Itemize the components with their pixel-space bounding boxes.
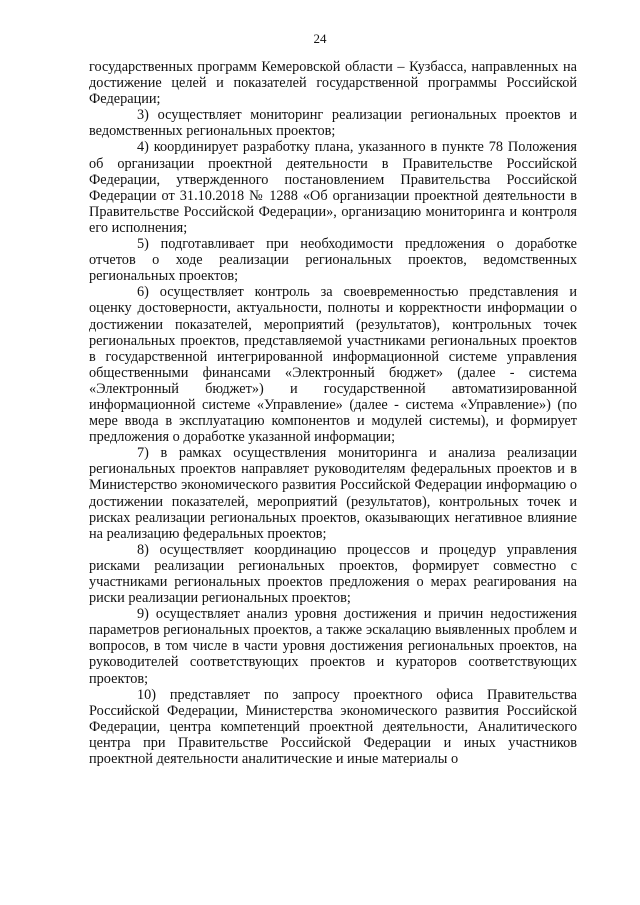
- paragraph-item-3: 3) осуществляет мониторинг реализации региональных проектов и ведомственных региональных проектов;: [89, 107, 577, 140]
- document-body: [89, 59, 577, 767]
- paragraph-item-4: 4) координирует разработку плана, указанного в пункте 78 Положения об организации проектной деятельности в Правительстве Российской Федерации, утвержденного постановлением Правительства Российской Федерации от 31.10.2018 № 1288 «Об организации проектной деятельности в Правительстве Российской Федерации», организацию мониторинга и контроля его исполнения;: [89, 139, 577, 236]
- paragraph-item-5: 5) подготавливает при необходимости предложения о доработке отчетов о ходе реализации региональных проектов, ведомственных региональных проектов;: [89, 236, 577, 285]
- paragraph-item-8: 8) осуществляет координацию процессов и процедур управления рисками реализации региональных проектов, формирует совместно с участниками региональных проектов предложения о мерах реагирования на риски реализации региональных проектов;: [89, 541, 577, 607]
- paragraph-continuation: государственных программ Кемеровской области – Кузбасса, направленных на достижение целей и показателей государственной программы Российской Федерации;: [89, 59, 577, 108]
- paragraph-item-10: 10) представляет по запросу проектного офиса Правительства Российской Федерации, Министерства экономического развития Российской Федерации, центра компетенций проектной деятельности, Аналитического центра при Правительстве Российской Федерации и иных участников проектной деятельности аналитические и иные материалы о: [89, 686, 577, 768]
- paragraph-item-7: 7) в рамках осуществления мониторинга и анализа реализации региональных проектов направляет руководителям федеральных проектов и в Министерство экономического развития Российской Федерации информацию о достижении показателей, мероприятий (результатов), контрольных точек и рисках реализации региональных проектов, оказывающих негативное влияние на реализацию федеральных проектов;: [89, 445, 577, 542]
- page-number: 24: [313, 31, 327, 46]
- paragraph-item-6: 6) осуществляет контроль за своевременностью представления и оценку достоверности, актуальности, полноты и корректности информации о достижении показателей, мероприятий (результатов), контрольных точек региональных проектов, представляемой участниками региональных проектов в государственной интегрированной информационной системе управления общественными финансами «Электронный бюджет» (далее - система «Электронный бюджет») и государственной автоматизированной информационной системе «Управление» (далее - система «Управление») (по мере ввода в эксплуатацию компонентов и модулей системы), и формирует предложения о доработке указанной информации;: [89, 284, 577, 446]
- paragraph-item-9: 9) осуществляет анализ уровня достижения и причин недостижения параметров региональных проектов, а также эскалацию выявленных проблем и вопросов, в том числе в части уровня достижения региональных проектов, на руководителей соответствующих проектов и кураторов соответствующих проектов;: [89, 606, 577, 687]
